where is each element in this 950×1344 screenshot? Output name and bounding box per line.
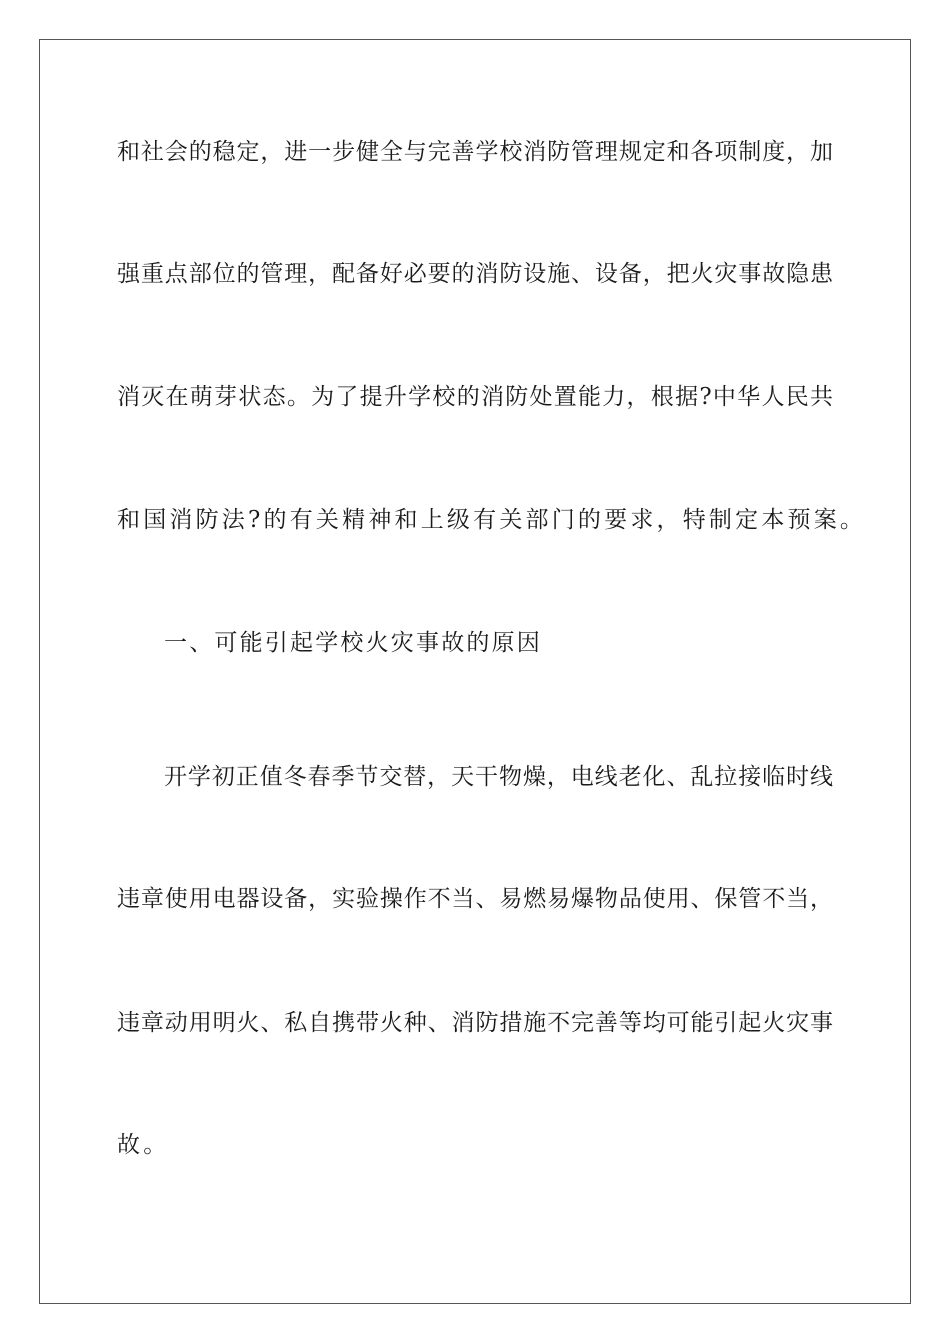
paragraph-line: 和国消防法?的有关精神和上级有关部门的要求，特制定本预案。 bbox=[117, 507, 867, 533]
paragraph-line: 违章使用电器设备，实验操作不当、易燃易爆物品使用、保管不当， bbox=[117, 886, 833, 912]
paragraph-line: 强重点部位的管理，配备好必要的消防设施、设备，把火灾事故隐患 bbox=[117, 261, 833, 287]
paragraph-line: 故。 bbox=[117, 1132, 170, 1158]
section-heading: 一、可能引起学校火灾事故的原因 bbox=[164, 630, 542, 656]
paragraph-line: 和社会的稳定，进一步健全与完善学校消防管理规定和各项制度，加 bbox=[117, 139, 833, 165]
paragraph-line: 消灭在萌芽状态。为了提升学校的消防处置能力，根据?中华人民共 bbox=[117, 384, 833, 410]
page-border bbox=[39, 39, 911, 1304]
paragraph-line: 开学初正值冬春季节交替，天干物燥，电线老化、乱拉接临时线 bbox=[164, 764, 833, 790]
paragraph-line: 违章动用明火、私自携带火种、消防措施不完善等均可能引起火灾事 bbox=[117, 1010, 833, 1036]
